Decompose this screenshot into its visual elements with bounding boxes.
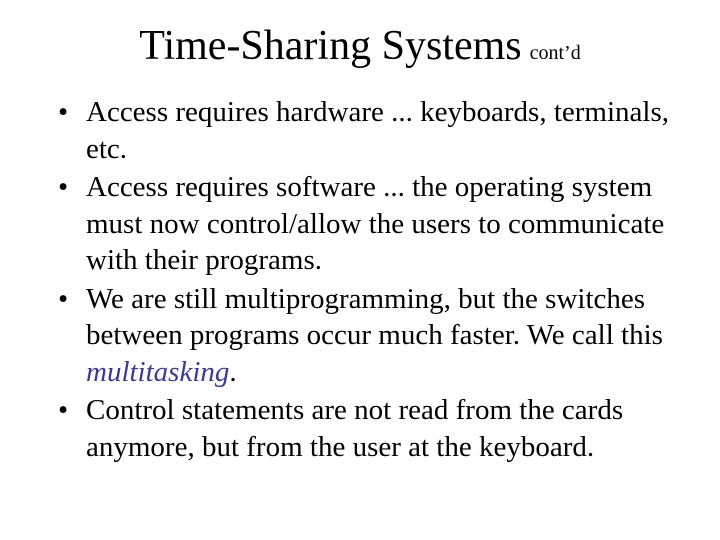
title-text: Time-Sharing Systems: [139, 23, 522, 69]
bullet-text: Control statements are not read from the cards anymore, but from the user at the keyboard.: [86, 394, 624, 463]
bullet-icon: •: [58, 171, 69, 203]
bullet-text: Access requires hardware ... keyboards, terminals, etc.: [86, 96, 670, 165]
slide-title: [0, 20, 720, 81]
bullet-item-1: [58, 94, 698, 167]
bullet-item-4: [58, 392, 698, 465]
bullet-item-2: [58, 169, 698, 279]
bullet-text-after: .: [229, 355, 237, 388]
bullet-text: Access requires software ... the operating system must now control/allow the users to communicate with their programs.: [86, 171, 665, 276]
bullet-list: [58, 94, 698, 467]
bullet-icon: •: [58, 394, 69, 426]
emphasis-term: multitasking: [86, 355, 230, 388]
bullet-icon: •: [58, 96, 69, 128]
bullet-icon: •: [58, 282, 69, 315]
bullet-text-before: We are still multiprogramming, but the switches between programs occur much faster. We call this: [86, 282, 663, 351]
bullet-item-3: [58, 281, 698, 391]
title-suffix: cont’d: [529, 42, 581, 64]
